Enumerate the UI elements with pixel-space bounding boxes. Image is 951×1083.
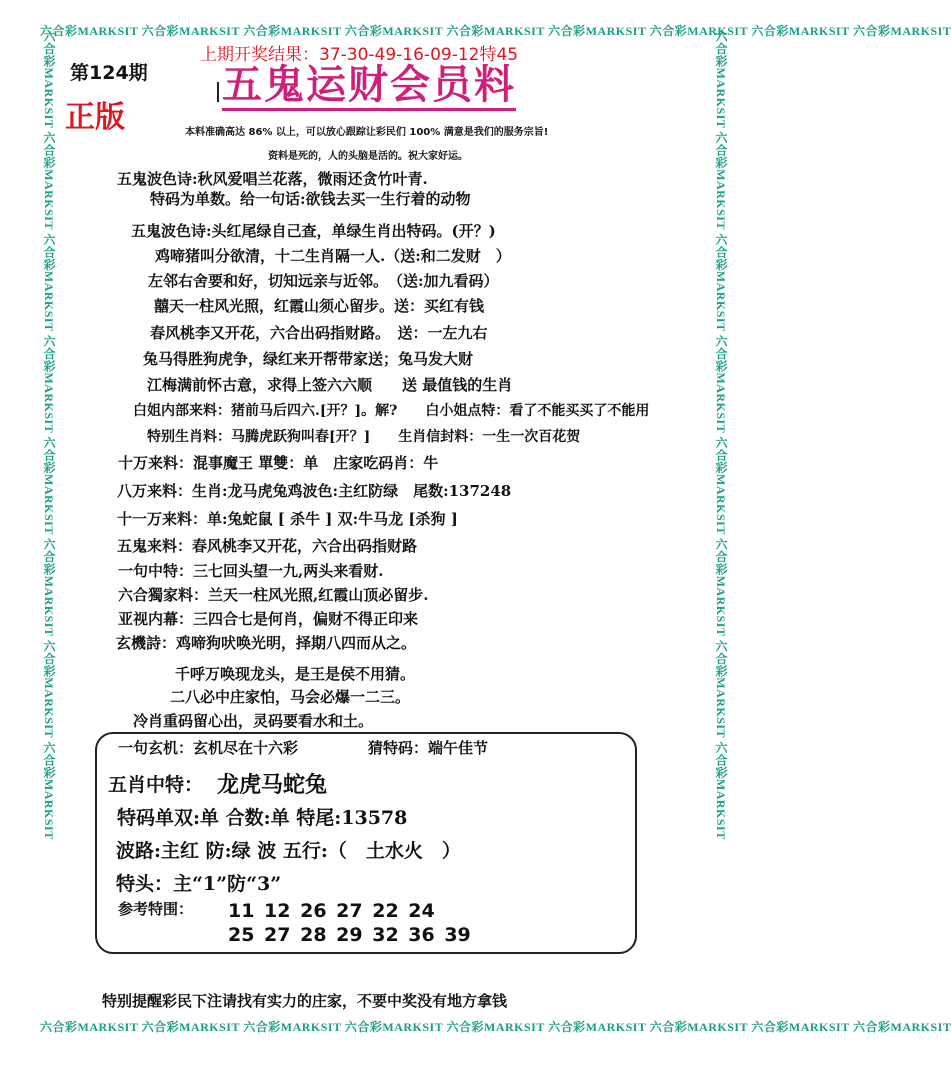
text-line-19: 玄機詩：鸡啼狗吠唤光明，择期八四而从之。 bbox=[116, 634, 417, 652]
footer-notice: 特别提醒彩民下注请找有实力的庄家，不要中奖没有地方拿钱 bbox=[102, 992, 508, 1010]
reference-row-2: 25 27 28 29 32 36 39 bbox=[228, 924, 471, 946]
slogan-1: 本料准确高达 86% 以上，可以放心跟踪让彩民们 100% 满意是我们的服务宗旨! bbox=[185, 127, 549, 138]
text-line-1: 五鬼波色诗:秋风爱唱兰花落，微雨还贪竹叶青. bbox=[117, 170, 428, 188]
text-line-4: 鸡啼猪叫分欲清，十二生肖隔一人.（送:和二发财 ） bbox=[155, 247, 511, 265]
text-line-18: 亚视内幕：三四合七是何肖，偏财不得正印来 bbox=[118, 610, 419, 628]
border-top: 六合彩MARKSIT 六合彩MARKSIT 六合彩MARKSIT 六合彩MARKSIT 六合彩MARKSIT 六合彩MARKSIT 六合彩MARKSIT 六合彩MARKSIT 六合彩MARKSIT bbox=[40, 24, 951, 38]
text-line-2: 特码为单数。给一句话:欲钱去买一生行着的动物 bbox=[150, 190, 471, 208]
text-line-3: 五鬼波色诗:头红尾绿自己查，单绿生肖出特码。(开？) bbox=[131, 222, 496, 240]
text-line-15: 五鬼来料：春风桃李又开花，六合出码指财路 bbox=[117, 537, 418, 555]
reference-row-1: 11 12 26 27 22 24 bbox=[228, 900, 435, 922]
text-line-10: 白姐内部来料：猪前马后四六.[开？]。解? 白小姐点特：看了不能买买了不能用 bbox=[133, 403, 650, 419]
text-line-14: 十一万来料：单:兔蛇鼠 [ 杀牛 ] 双:牛马龙 [杀狗 ] bbox=[117, 510, 458, 528]
page-title: 五鬼运财会员料 bbox=[222, 62, 516, 111]
text-line-22: 冷肖重码留心出，灵码要看水和土。 bbox=[133, 712, 374, 730]
edition-label: 正版 bbox=[65, 100, 125, 135]
odd-even-line: 特码单双:单 合数:单 特尾:13578 bbox=[117, 807, 408, 829]
border-bottom: 六合彩MARKSIT 六合彩MARKSIT 六合彩MARKSIT 六合彩MARKSIT 六合彩MARKSIT 六合彩MARKSIT 六合彩MARKSIT 六合彩MARKSIT 六合彩MARKSIT bbox=[40, 1020, 951, 1034]
reference-label: 参考特围： bbox=[118, 900, 194, 918]
guess-line: 猜特码：端午佳节 bbox=[368, 739, 489, 757]
wave-line: 波路:主红 防:绿 波 五行:（ 土水火 ） bbox=[116, 840, 461, 862]
text-line-21: 二八必中庄家怕，马会必爆一二三。 bbox=[170, 688, 411, 706]
five-zodiac-label: 五肖中特： bbox=[108, 774, 204, 796]
issue-number: 第124期 bbox=[70, 62, 148, 84]
head-line: 特头：主“1”防“3” bbox=[116, 873, 282, 895]
text-line-11: 特别生肖料：马腾虎跃狗叫春[开？] 生肖信封料：一生一次百花贺 bbox=[147, 429, 581, 445]
border-left: 六合彩MARKSIT 六合彩MARKSIT 六合彩MARKSIT 六合彩MARKSIT 六合彩MARKSIT 六合彩MARKSIT 六合彩MARKSIT 六合彩MARKSIT bbox=[42, 30, 56, 840]
title-bar bbox=[217, 82, 219, 102]
last-result: 上期开奖结果：37-30-49-16-09-12特45 bbox=[200, 45, 519, 65]
text-line-20: 千呼万唤现龙头，是王是侯不用猜。 bbox=[175, 665, 416, 683]
text-line-6: 囍天一柱风光照，红霞山须心留步。送：买红有钱 bbox=[154, 297, 485, 315]
text-line-13: 八万来料：生肖:龙马虎兔鸡波色:主红防绿 尾数:137248 bbox=[117, 482, 512, 500]
text-line-8: 兔马得胜狗虎争，绿红来开帮带家送；兔马发大财 bbox=[143, 350, 474, 368]
text-line-7: 春风桃李又开花，六合出码指财路。 送：一左九右 bbox=[150, 324, 488, 342]
text-line-17: 六合獨家料：兰天一柱风光照,红霞山顶必留步. bbox=[118, 586, 429, 604]
text-line-9: 江梅满前怀古意，求得上签六六顺 送 最值钱的生肖 bbox=[147, 376, 513, 394]
slogan-2: 资料是死的，人的头脑是活的。祝大家好运。 bbox=[268, 151, 468, 162]
text-line-5: 左邻右舍要和好，切知远亲与近邻。 （送:加九看码） bbox=[148, 272, 499, 290]
border-right: 六合彩MARKSIT 六合彩MARKSIT 六合彩MARKSIT 六合彩MARKSIT 六合彩MARKSIT 六合彩MARKSIT 六合彩MARKSIT 六合彩MARKSIT bbox=[714, 30, 728, 840]
riddle-line: 一句玄机：玄机尽在十六彩 bbox=[118, 739, 299, 757]
text-line-16: 一句中特：三七回头望一九,两头来看财. bbox=[118, 562, 384, 580]
text-line-12: 十万来料：混事魔王 單雙：单 庄家吃码肖：牛 bbox=[118, 454, 439, 472]
five-zodiac-value: 龙虎马蛇兔 bbox=[217, 772, 328, 798]
